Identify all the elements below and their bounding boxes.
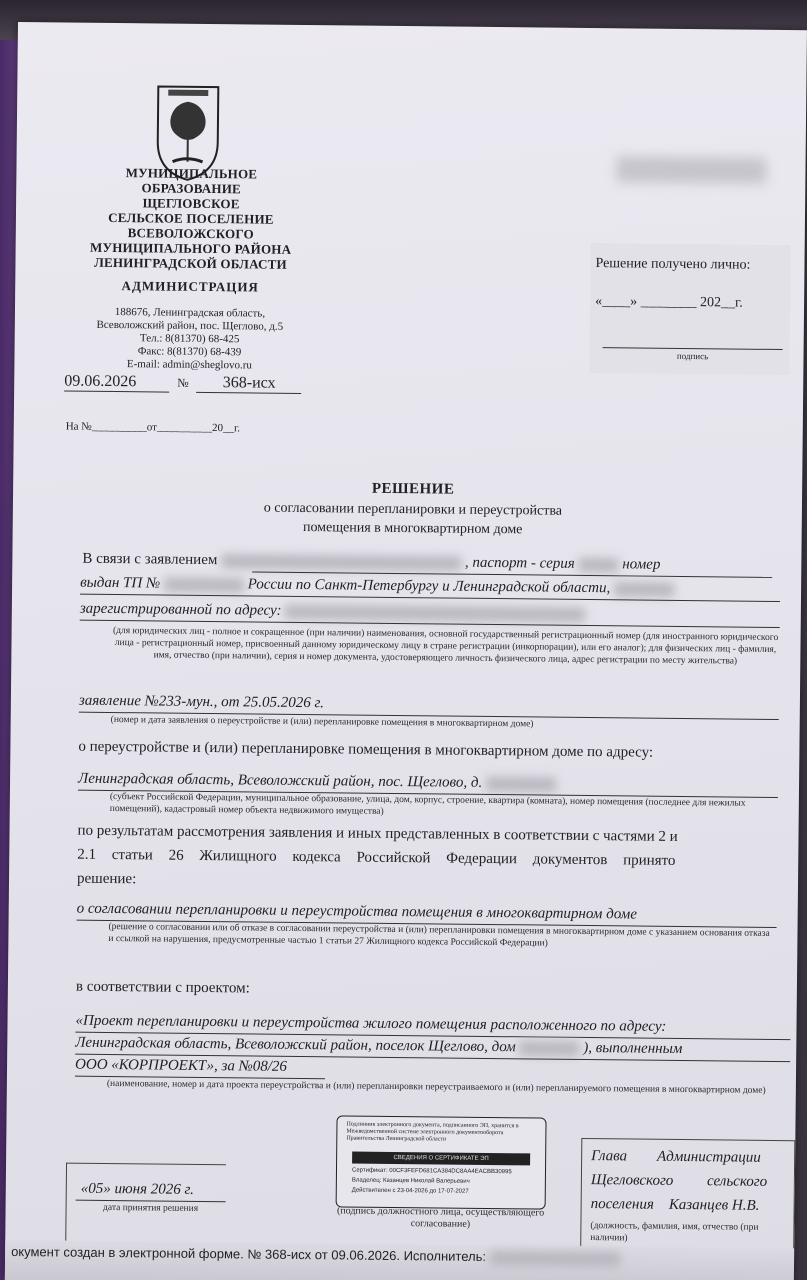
redacted-unit: [164, 577, 244, 592]
stamp-header: Подлинник электронного документа, подписанного ЭП, хранится в Межведомственной системе электронного документооборота Правительства Ленинградской области: [346, 1121, 519, 1143]
received-signature-line: [603, 328, 783, 350]
org-line: ВСЕВОЛОЖСКОГО: [127, 225, 254, 242]
redacted-executor: [490, 1251, 620, 1266]
project-address: Ленинградская область, Всеволожский район, поселок Щеглово, дом: [75, 1034, 516, 1056]
official-sign-label: (подпись должностного лица, осуществляющего согласование): [336, 1205, 545, 1230]
head-label: (должность, фамилия, имя, отчество (при наличии): [590, 1221, 759, 1244]
org-line: МУНИЦИПАЛЬНОГО РАЙОНА: [89, 239, 292, 257]
head-line-3: поселения Казанцев Н.В.: [590, 1196, 760, 1214]
stamp-valid: Действителен с 23-04-2026 до 17-07-2027: [351, 1187, 469, 1195]
outgoing-number: [64, 373, 324, 395]
stamp-owner: Владелец: Казанцев Николай Валерьевич: [351, 1177, 470, 1185]
address-line: Тел.: 8(81370) 68-425: [139, 332, 240, 346]
project-line-3: ООО «КОРПРОЕКТ», за №08/26: [75, 1056, 288, 1075]
address-line: Факс: 8(81370) 68-439: [137, 345, 242, 359]
result-line-1: по результатам рассмотрения заявления и иных представленных в соответствии с частями 2 и: [77, 822, 678, 845]
subtitle-line: помещения в многоквартирном доме: [302, 520, 523, 538]
project-note: (наименование, номер и дата проекта переустройства и (или) перепланировки переустраиваемого и (или) перепланируемого помещения в многоквартирном доме): [106, 1078, 766, 1096]
decision-date: «05» июня 2026 г.: [80, 1180, 195, 1198]
redacted-date: [614, 582, 674, 597]
application-note: (номер и дата заявления о переустройстве и (или) перепланировке помещения в многоквартирном доме): [110, 715, 534, 730]
subtitle-line: о согласовании перепланировки и переустройства: [263, 500, 563, 519]
document-subtitle: [153, 497, 673, 540]
redacted-block: [616, 156, 766, 184]
redacted-house-2: [519, 1041, 579, 1056]
project-intro: в соответствии с проектом:: [75, 978, 250, 997]
outgoing-date: 09.06.2026: [64, 373, 169, 393]
applicant-note: (для юридических лиц - полное и сокращенное (при наличии) наименования, основной государственный регистрационный номер (для иностранного юридического лица - регистрационный номер, присвоенный данному юридическому лицу в стране регистрации (инкорпорации), или его аналог); для физических лиц - фамилия, имя, отчество (при наличии), серия и номер документа, удостоверяющего личность физического лица, адрес регистрации по месту жительства): [112, 626, 779, 667]
organization-address: [74, 306, 305, 373]
decision-note: (решение о согласовании или об отказе в согласовании переустройства и (или) перепланировки помещения в многоквартирном доме с указанием основания отказа и ссылкой на нарушения, предусмотренные частью 1 статьи 27 Жилищного кодекса Российской Федерации): [108, 921, 770, 949]
registered-label: зарегистрированной по адресу:: [79, 600, 282, 619]
document-title: РЕШЕНИЕ: [371, 480, 455, 498]
applicant-line: [82, 551, 782, 575]
organization-name: [75, 165, 306, 272]
decision-date-label: дата принятия решения: [103, 1202, 199, 1214]
stamp-cert: Сертификат: 00CF3FEFD681CA384DC8AA4EACBB30995: [351, 1167, 512, 1176]
address-intro: о переустройстве и (или) перепланировке помещения в многоквартирном доме по адресу:: [78, 738, 654, 761]
head-line-1: Глава Администрации: [591, 1148, 761, 1166]
outgoing-no: 368-исх: [197, 374, 302, 394]
decision-value: о согласовании перепланировки и переустройства помещения в многоквартирном доме: [76, 900, 638, 923]
project-line-1: «Проект перепланировки и переустройства жилого помещения расположенного по адресу:: [75, 1012, 667, 1035]
org-line: МУНИЦИПАЛЬНОЕ ОБРАЗОВАНИЕ: [125, 165, 258, 197]
org-line: ЛЕНИНГРАДСКОЙ ОБЛАСТИ: [94, 254, 287, 272]
head-line-2: Щегловского сельского: [590, 1172, 768, 1190]
project-executor: ), выполненным: [583, 1039, 683, 1058]
result-line-2: 2.1 статьи 26 Жилищного кодекса Российской Федерации документов принято: [77, 846, 676, 869]
org-line: ЩЕГЛОВСКОЕ: [142, 195, 240, 212]
reply-to-line: На №__________от__________20__г.: [65, 420, 241, 435]
redacted-address: [285, 604, 585, 621]
stamp-bar: СВЕДЕНИЯ О СЕРТИФИКАТЕ ЭП: [352, 1152, 530, 1166]
org-line: СЕЛЬСКОЕ ПОСЕЛЕНИЕ: [108, 209, 274, 227]
issued-label: выдан ТП №: [80, 574, 161, 592]
received-sign-label: подпись: [676, 350, 709, 362]
applicant-lead: В связи с заявлением: [82, 550, 218, 569]
redacted-name: [221, 554, 461, 571]
address-line: Всеволожский район, пос. Щеглово, д.5: [96, 318, 284, 333]
issued-by: России по Санкт-Петербургу и Ленинградской области,: [247, 576, 611, 597]
redacted-series: [578, 557, 618, 571]
address-line: 188676, Ленинградская область,: [114, 306, 266, 320]
document-sheet: [5, 22, 807, 1280]
object-address-note: (субъект Российской Федерации, муниципальное образование, улица, дом, корпус, строение, квартира (комната), номер помещения (последнее для нежилых помещений), кадастровый номер объекта недвижимого имущества): [109, 792, 746, 817]
passport-label: , паспорт - серия: [464, 554, 575, 572]
received-title: Решение получено лично:: [595, 256, 751, 273]
redacted-house: [486, 777, 556, 792]
address-line: E-mail: admin@sheglovo.ru: [126, 358, 252, 372]
result-line-3: решение:: [76, 870, 137, 888]
application-value: заявление №233-мун., от 25.05.2026 г.: [78, 692, 325, 712]
number-sign: №: [177, 375, 189, 390]
received-date-line: «____» ________ 202__г.: [595, 294, 743, 311]
footer-info: окумент создан в электронной форме. № 368-исх от 09.06.2026. Исполнитель:: [11, 1243, 487, 1264]
number-label: номер: [622, 556, 661, 573]
object-address: Ленинградская область, Всеволожский район, пос. Щеглово, д.: [77, 770, 483, 791]
administration-label: АДМИНИСТРАЦИЯ: [121, 278, 259, 295]
